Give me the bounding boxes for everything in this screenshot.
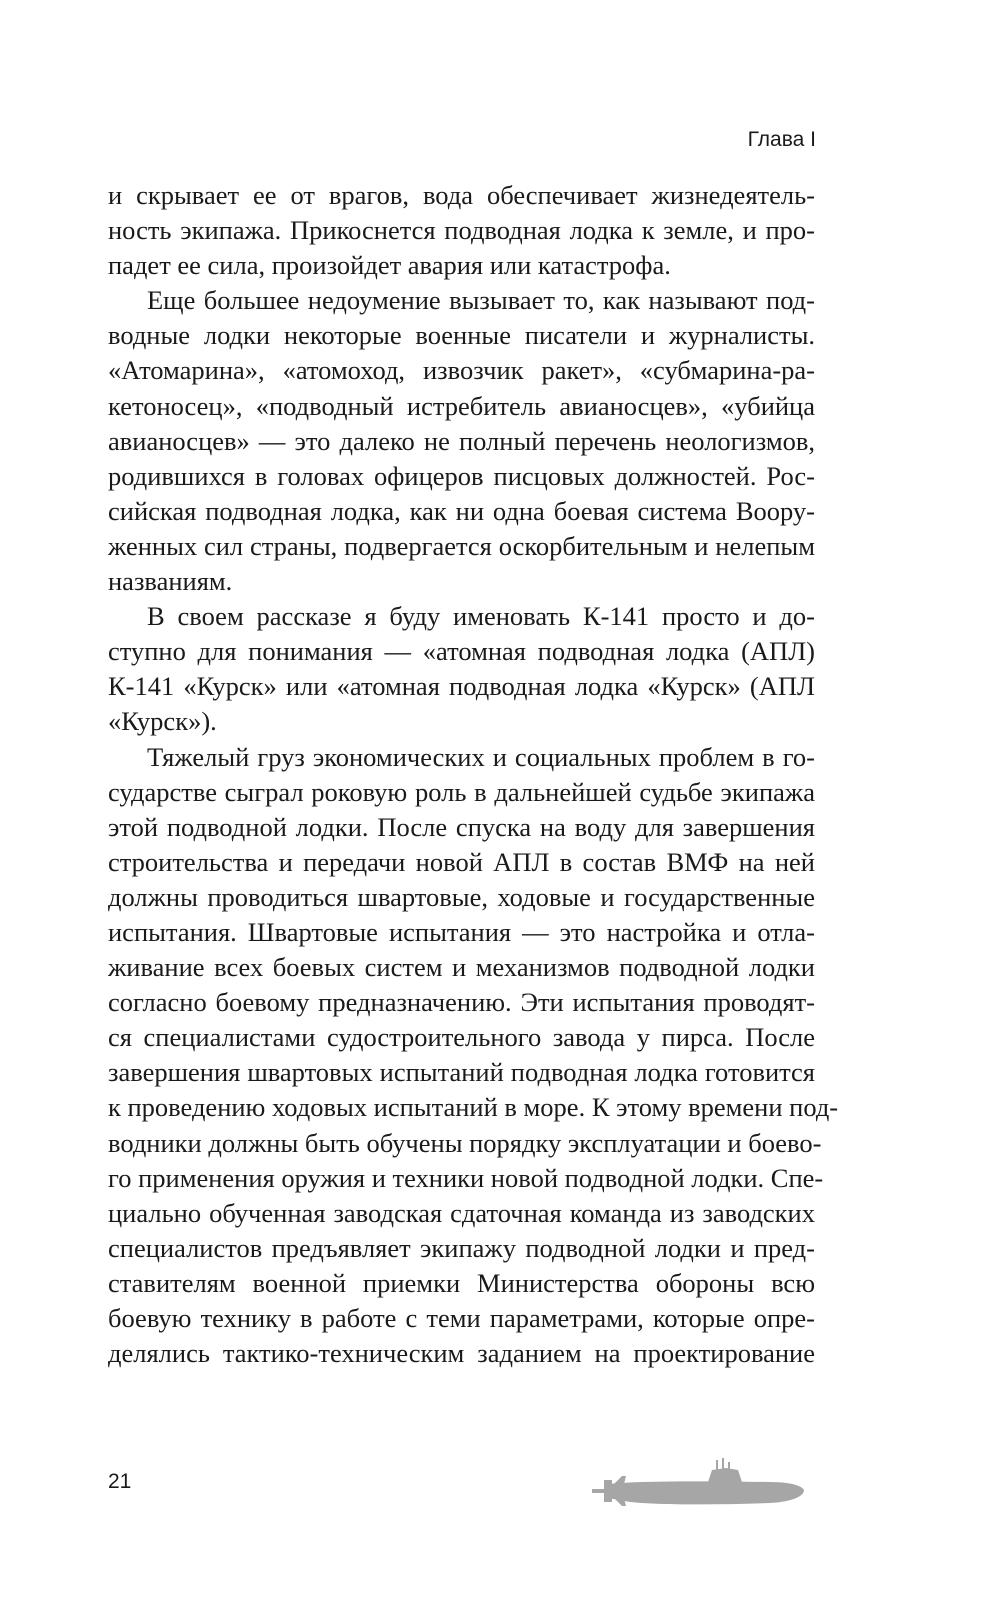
page-number: 21 bbox=[108, 1470, 132, 1493]
text-line: падет ее сила, произойдет авария или катастрофа. bbox=[108, 250, 671, 281]
text-line: названиям. bbox=[108, 566, 233, 597]
text-line: авианосцев» — это далеко не полный перечень неологизмов, bbox=[108, 425, 815, 456]
text-line: к проведению ходовых испытаний в море. К этому времени под- bbox=[108, 1092, 839, 1123]
text-line: этой подводной лодки. После спуска на воду для завершения bbox=[108, 811, 815, 842]
text-line: В своем рассказе я буду именовать К-141 просто и до- bbox=[147, 601, 815, 632]
text-line: завершения швартовых испытаний подводная лодка готовится bbox=[108, 1057, 815, 1088]
text-line: ставителям военной приемки Министерства обороны всю bbox=[108, 1267, 815, 1298]
text-line: боевую технику в работе с теми параметрами, которые опре- bbox=[108, 1303, 815, 1333]
text-line: живание всех боевых систем и механизмов подводной лодки bbox=[108, 952, 815, 983]
submarine-icon bbox=[590, 1450, 820, 1514]
text-line: и скрывает ее от врагов, вода обеспечивает жизнедеятель- bbox=[108, 180, 815, 210]
text-line: ся специалистами судостроительного завода у пирса. После bbox=[108, 1022, 815, 1053]
running-head-chapter: Глава I bbox=[747, 128, 816, 151]
text-line: Тяжелый груз экономических и социальных проблем в го- bbox=[147, 741, 815, 772]
text-line: делялись тактико-техническим заданием на проектирование bbox=[108, 1338, 815, 1369]
text-line: К-141 «Курск» или «атомная подводная лодка «Курск» (АПЛ bbox=[108, 671, 815, 702]
text-line: Еще большее недоумение вызывает то, как называют под- bbox=[147, 285, 815, 316]
body-text bbox=[108, 178, 839, 1371]
text-line: родившихся в головах офицеров писцовых должностей. Рос- bbox=[108, 460, 815, 491]
text-line: «Курск»). bbox=[108, 706, 217, 737]
text-line: должны проводиться швартовые, ходовые и государственные bbox=[108, 881, 815, 912]
text-line: «Атомарина», «атомоход, извозчик ракет», «субмарина-ра- bbox=[108, 355, 815, 386]
text-line: испытания. Швартовые испытания — это настройка и отла- bbox=[108, 916, 815, 947]
text-line: водники должны быть обучены порядку эксплуатации и боево- bbox=[108, 1127, 822, 1158]
text-line: кетоносец», «подводный истребитель авианосцев», «убийца bbox=[108, 390, 815, 421]
text-line: согласно боевому предназначению. Эти испытания проводят- bbox=[108, 987, 815, 1018]
text-line: го применения оружия и техники новой подводной лодки. Спе- bbox=[108, 1162, 824, 1193]
text-line: циально обученная заводская сдаточная команда из заводских bbox=[108, 1197, 815, 1228]
text-line: сийская подводная лодка, как ни одна боевая система Воору- bbox=[108, 495, 815, 526]
text-line: ность экипажа. Прикоснется подводная лодка к земле, и про- bbox=[108, 215, 815, 246]
text-line: водные лодки некоторые военные писатели и журналисты. bbox=[108, 320, 815, 351]
text-line: ступно для понимания — «атомная подводная лодка (АПЛ) bbox=[108, 636, 815, 667]
text-line: специалистов предъявляет экипажу подводной лодки и пред- bbox=[108, 1232, 815, 1263]
text-line: сударстве сыграл роковую роль в дальнейшей судьбе экипажа bbox=[108, 776, 815, 807]
text-line: строительства и передачи новой АПЛ в состав ВМФ на ней bbox=[108, 846, 815, 877]
text-line: женных сил страны, подвергается оскорбительным и нелепым bbox=[108, 530, 815, 561]
